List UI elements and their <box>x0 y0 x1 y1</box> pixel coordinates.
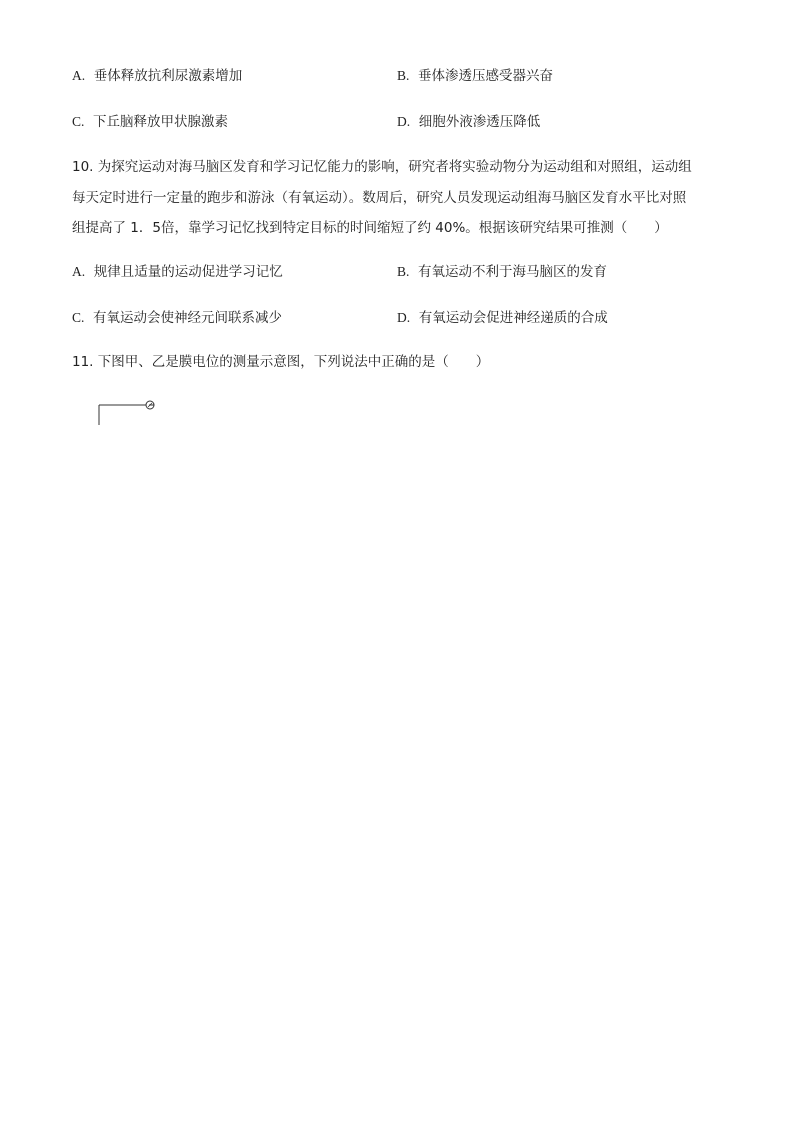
q11-stem: 11. 下图甲、乙是膜电位的测量示意图，下列说法中正确的是（ ） <box>72 354 490 370</box>
q9-option-c[interactable] <box>72 112 228 132</box>
option-letter: C. <box>72 310 85 325</box>
option-letter: D. <box>397 114 411 129</box>
option-text: 垂体渗透压感受器兴奋 <box>417 68 553 84</box>
option-text: 细胞外液渗透压降低 <box>418 114 541 130</box>
option-letter: C. <box>72 114 85 129</box>
q9-option-b[interactable] <box>397 66 553 86</box>
option-text: 下丘脑释放甲状腺激素 <box>92 114 228 130</box>
option-text: 有氧运动会促进神经递质的合成 <box>418 310 608 326</box>
q10-option-a[interactable] <box>72 262 283 282</box>
option-text: 有氧运动不利于海马脑区的发育 <box>417 264 607 280</box>
option-text: 规律且适量的运动促进学习记忆 <box>93 264 283 280</box>
option-text: 有氧运动会使神经元间联系减少 <box>92 310 282 326</box>
q10-option-c[interactable] <box>72 308 282 328</box>
option-letter: B. <box>397 264 410 279</box>
option-letter: D. <box>397 310 411 325</box>
q10-stem-line: 每天定时进行一定量的跑步和游泳（有氧运动）。数周后，研究人员发现运动组海马脑区发育水平比对照 <box>72 190 687 206</box>
q9-option-d[interactable] <box>397 112 540 132</box>
q10-option-b[interactable] <box>397 262 607 282</box>
option-letter: B. <box>397 68 410 83</box>
q10-stem-line: 组提高了 1．5倍，靠学习记忆找到特定目标的时间缩短了约 40%。根据该研究结果可推测（ ） <box>72 220 668 236</box>
option-letter: A. <box>72 264 86 279</box>
figure-jia <box>99 401 154 425</box>
q10-stem-line: 10. 为探究运动对海马脑区发育和学习记忆能力的影响，研究者将实验动物分为运动组和对照组，运动组 <box>72 159 692 175</box>
q9-option-a[interactable] <box>72 66 242 86</box>
q11-membrane-figure <box>75 395 300 485</box>
option-letter: A. <box>72 68 86 83</box>
q10-option-d[interactable] <box>397 308 608 328</box>
option-text: 垂体释放抗利尿激素增加 <box>93 68 243 84</box>
